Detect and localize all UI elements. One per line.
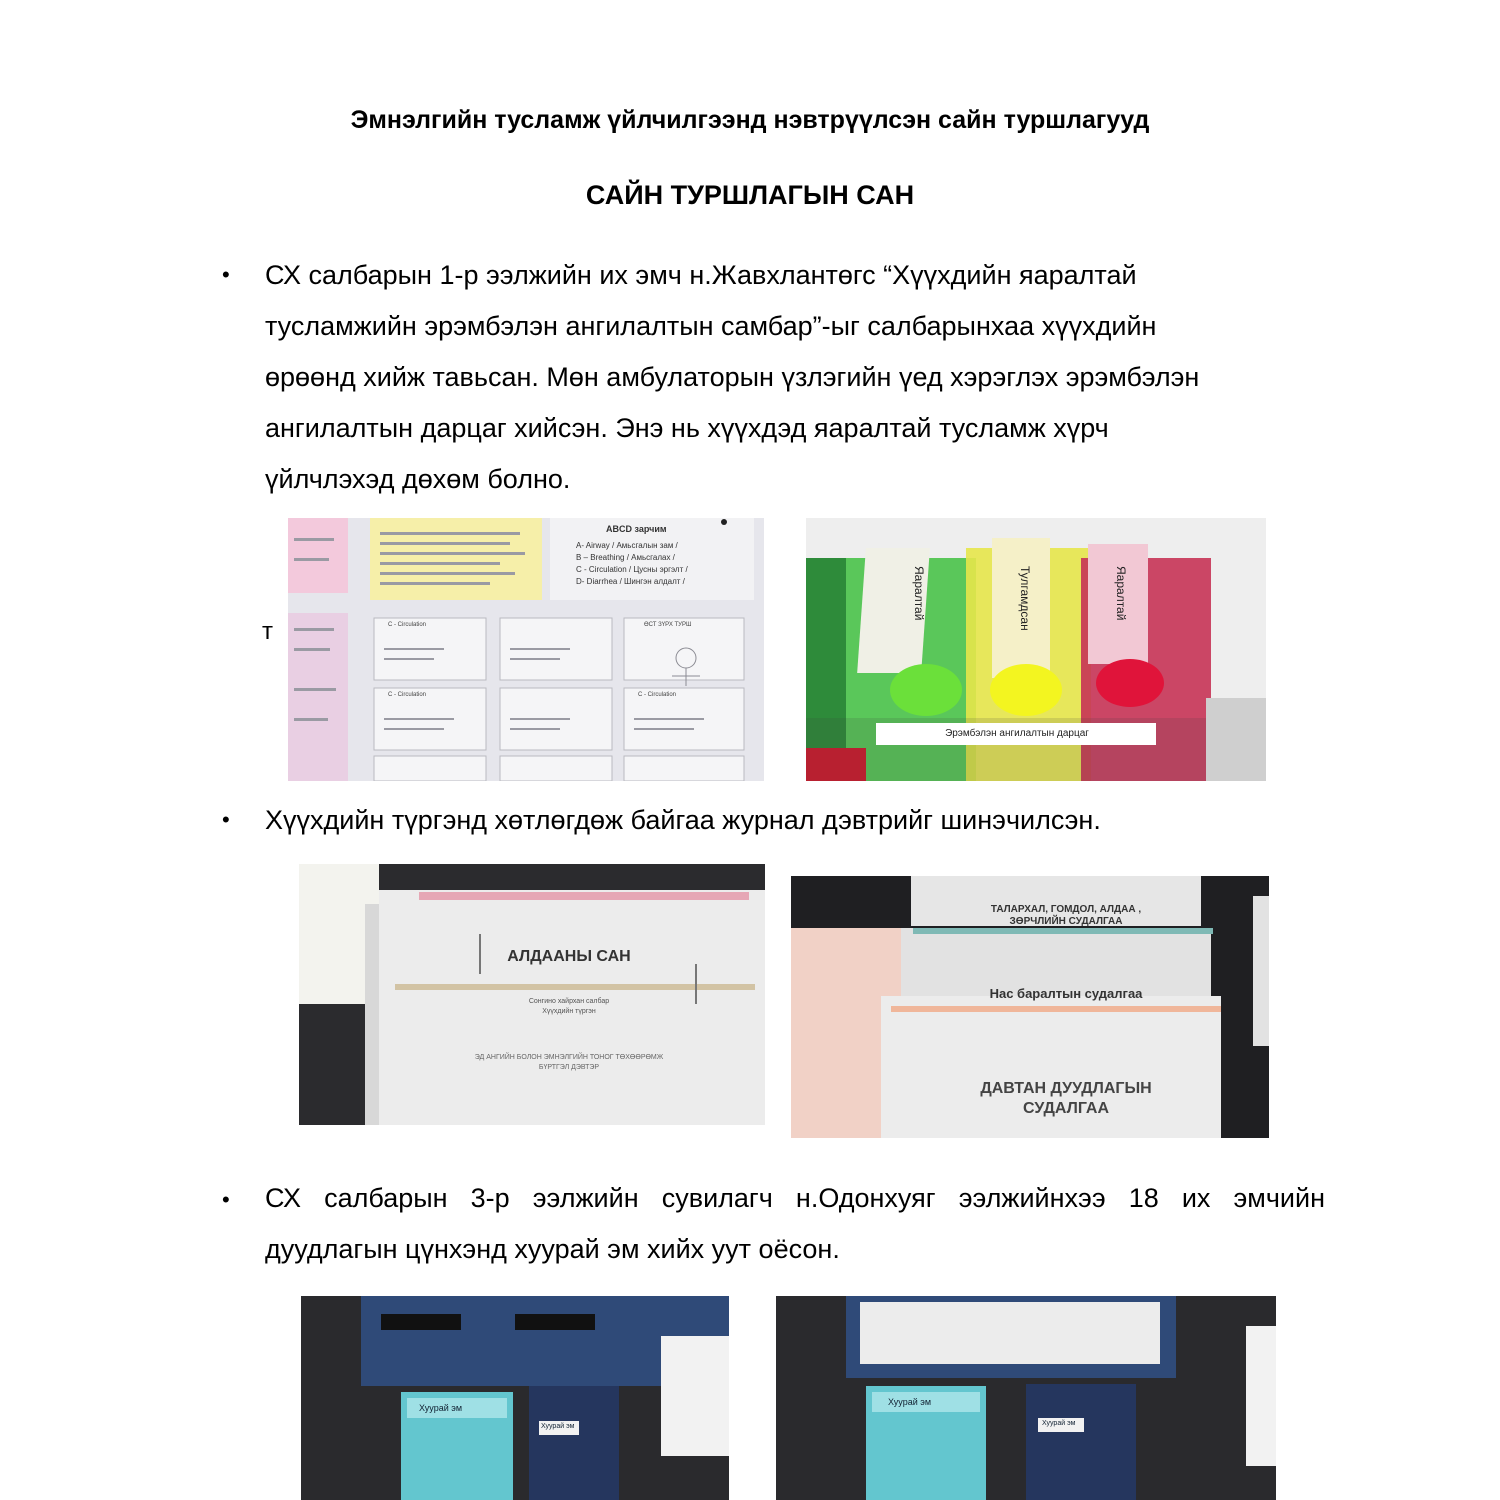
registry-footer-text: БҮРТГЭЛ ДЭВТЭР	[538, 1064, 600, 1071]
registry-book-title: АЛДААНЫ САН	[507, 948, 631, 965]
bullet-2: •	[222, 807, 230, 832]
page-title: Эмнэлгийн тусламж үйлчилгээнд нэвтрүүлсэн сайн туршлагууд	[350, 106, 1150, 134]
card-label: ӨСТ ЗҮРХ ТУРШ	[644, 622, 692, 628]
paragraph-3-line: СХ салбарын 3-р ээлжийн сувилагч н.Одонхуяг ээлжийнхээ 18 их эмчийн	[265, 1183, 1325, 1213]
registry-small-text: Сонгино хайрхан салбар	[528, 998, 610, 1005]
pouch-label: Хуурай эм	[419, 1403, 463, 1413]
photo-medicine-pouches-1	[301, 1296, 729, 1500]
abcd-line: B – Breathing / Амьсгалах /	[576, 553, 675, 562]
paragraph-1-line: өрөөнд хийж тавьсан. Мөн амбулаторын үзлэгийн үед хэрэглэх эрэмбэлэн	[265, 362, 1200, 392]
abcd-line: A- Airway / Амьсгалын зам /	[576, 541, 678, 550]
abcd-line: D- Diarrhea / Шингэн алдалт /	[576, 577, 685, 586]
paragraph-3-line: дуудлагын цүнхэнд хуурай эм хийх уут оёсон.	[265, 1234, 840, 1264]
flag-yellow-label: Тулгамдсан	[1018, 566, 1032, 631]
paragraph-3	[265, 1173, 1325, 1275]
card-label: C - Circulation	[388, 692, 427, 698]
paragraph-1-line: ангилалтын дарцаг хийсэн. Энэ нь хүүхдэд яаралтай тусламж хүрч	[265, 413, 1109, 443]
flag-green-label: Яаралтай	[912, 566, 926, 621]
stray-character: т	[262, 618, 273, 645]
paragraph-2	[265, 795, 1101, 846]
survey-top-title: ЗӨРЧЛИЙН СУДАЛГАА	[1009, 916, 1123, 927]
flag-pink-label: Яаралтай	[1114, 566, 1128, 621]
pouch-label: Хуурай эм	[541, 1423, 575, 1430]
page-subtitle: САЙН ТУРШЛАГЫН САН	[585, 180, 915, 210]
abcd-list	[576, 540, 688, 588]
photo-survey-folders	[791, 876, 1269, 1138]
survey-mid-title: Нас баралтын судалгаа	[989, 986, 1143, 1001]
photo-error-registry	[299, 864, 765, 1125]
registry-footer-text: ЭД АНГИЙН БОЛОН ЭМНЭЛГИЙН ТОНОГ ТӨХӨӨРӨМЖ	[474, 1054, 664, 1061]
paragraph-1-line: тусламжийн эрэмбэлэн ангилалтын самбар”-ыг салбарынхаа хүүхдийн	[265, 311, 1157, 341]
paragraph-2-line: Хүүхдийн түргэнд хөтлөгдөж байгаа журнал дэвтрийг шинэчилсэн.	[265, 805, 1101, 835]
paragraph-1-line: СХ салбарын 1-р ээлжийн их эмч н.Жавхлантөгс “Хүүхдийн яаралтай	[265, 260, 1137, 290]
bullet-3: •	[222, 1187, 230, 1212]
flags-base-label: Эрэмбэлэн ангилалтын дарцаг	[945, 728, 1089, 739]
card-label: C - Circulation	[388, 622, 427, 628]
bullet-1: •	[222, 262, 230, 287]
photo-triage-board	[288, 518, 764, 781]
pouch-label: Хуурай эм	[888, 1397, 932, 1407]
photo-medicine-pouches-2	[776, 1296, 1276, 1500]
pouch-label: Хуурай эм	[1042, 1420, 1076, 1427]
survey-bottom-title: ДАВТАН ДУУДЛАГЫН	[980, 1080, 1152, 1097]
paragraph-1-line: үйлчлэхэд дөхөм болно.	[265, 464, 571, 494]
survey-bottom-title: СУДАЛГАА	[1022, 1100, 1110, 1117]
card-label: C - Circulation	[638, 692, 677, 698]
survey-top-title: ТАЛАРХАЛ, ГОМДОЛ, АЛДАА ,	[990, 904, 1142, 915]
photo-triage-flags	[806, 518, 1266, 781]
abcd-line: C - Circulation / Цусны эргэлт /	[576, 565, 688, 574]
registry-small-text: Хүүхдийн түргэн	[542, 1008, 596, 1015]
abcd-title: ABCD зарчим	[606, 524, 667, 534]
paragraph-1	[265, 250, 1199, 505]
